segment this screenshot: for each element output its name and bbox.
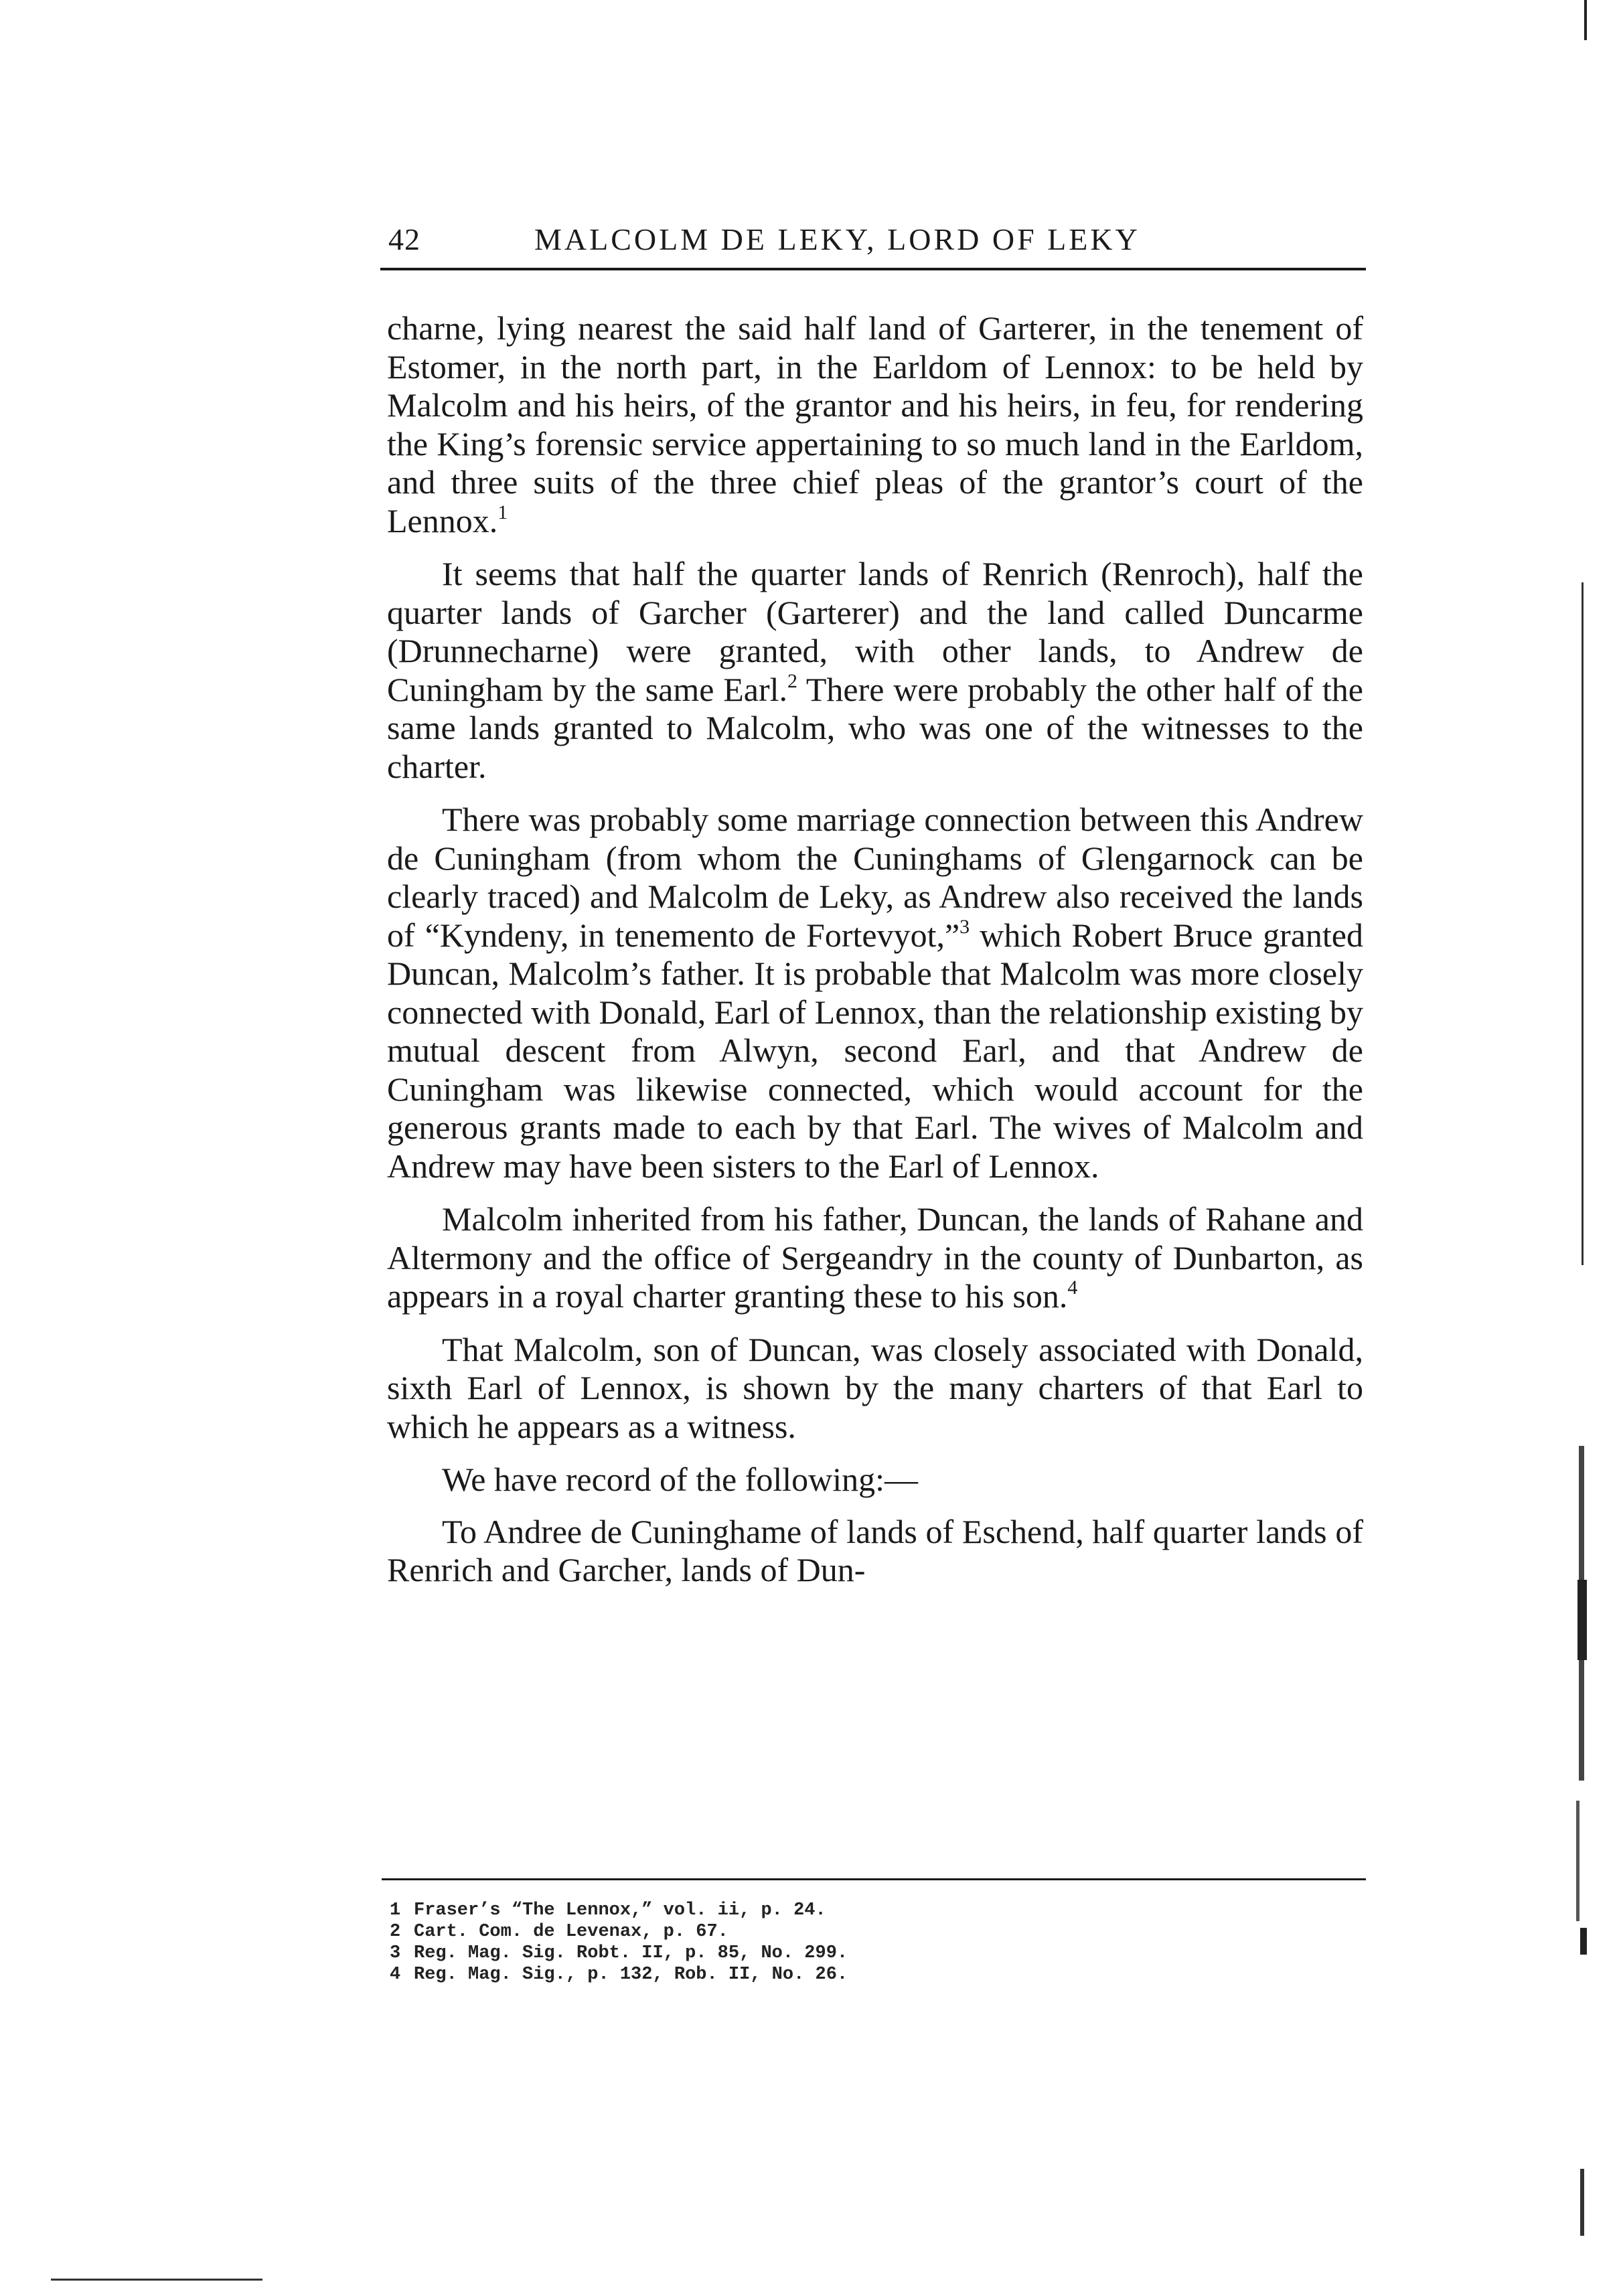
paragraph-5: That Malcolm, son of Duncan, was closely associated with Donald, sixth Earl of Lennox, is shown by the many charters of that Earl to which he appears as a witness. <box>387 1330 1363 1445</box>
paragraph-2: It seems that half the quarter lands of Renrich (Renroch), half the quarter lands of Garcher (Garterer) and the land called Duncarme (Drunnecharne) were granted, with other lands, to Andrew de Cuningham by the same Earl.$^2$ There were probably the other half of the same lands granted to Malcolm, who was one of the witnesses to the charter. <box>387 555 1363 785</box>
scan-edge-artifacts <box>1539 0 1619 2296</box>
paragraph-3: There was probably some marriage connection between this Andrew de Cuningham (from whom the Cuninghams of Glengarnock can be clearly traced) and Malcolm de Leky, as Andrew also received the lands of “Kyndeny, in tenemento de Fortevyot,”$^3$ which Robert Bruce granted Duncan, Malcolm’s father. It is probable that Malcolm was more closely connected with Donald, Earl of Lennox, than the relationship existing by mutual descent from Alwyn, second Earl, and that Andrew de Cuningham was likewise connected, which would account for the generous grants made to each by that Earl. The wives of Malcolm and Andrew may have been sisters to the Earl of Lennox. <box>387 801 1364 1185</box>
edge-mark <box>1580 2169 1584 2236</box>
footnote-2: 2 Cart. Com. de Levenax, p. 67. <box>390 1922 728 1942</box>
footnote-ref-1: 1 <box>497 501 508 523</box>
page-number: 42 <box>388 222 420 256</box>
edge-mark <box>1577 1580 1587 1660</box>
paragraph-7: To Andree de Cuninghame of lands of Eschend, half quarter lands of Renrich and Garcher, lands of Dun- <box>387 1512 1363 1588</box>
paragraph-6: We have record of the following:— <box>442 1461 919 1498</box>
running-head: MALCOLM DE LEKY, LORD OF LEKY <box>534 222 1140 256</box>
edge-mark <box>1582 582 1584 1265</box>
paragraph-1: charne, lying nearest the said half land of Garterer, in the tenement of Estomer, in the north part, in the Earldom of Lennox: to be held by Malcolm and his heirs, of the grantor and his heirs, in feu, for rendering the King’s forensic service appertaining to so much land in the Earldom, and three suits of the three chief pleas of the grantor’s court of the Lennox.$^1$ <box>387 309 1363 540</box>
body-text <box>387 309 1363 1605</box>
footnote-4: 4 Reg. Mag. Sig., p. 132, Rob. II, No. 26. <box>390 1965 848 1985</box>
edge-mark <box>1576 1801 1579 1921</box>
edge-mark <box>1584 0 1587 40</box>
footnote-3: 3 Reg. Mag. Sig. Robt. II, p. 85, No. 299. <box>390 1943 848 1963</box>
paragraph-4: Malcolm inherited from his father, Duncan, the lands of Rahane and Altermony and the office of Sergeandry in the county of Dunbarton, as appears in a royal charter granting these to his son.$^4$ <box>387 1200 1363 1315</box>
edge-mark <box>1580 1928 1587 1955</box>
footnote-ref-2: 2 <box>787 669 797 692</box>
footnotes <box>390 1900 1327 1985</box>
header-rule <box>380 268 1366 270</box>
footnote-ref-3: 3 <box>959 915 970 938</box>
footnote-ref-4: 4 <box>1067 1277 1078 1299</box>
bottom-edge-line <box>51 2279 262 2281</box>
footnote-rule <box>382 1878 1366 1880</box>
page-header <box>388 213 1366 266</box>
footnote-1: 1 Fraser’s “The Lennox,” vol. ii, p. 24. <box>390 1900 826 1920</box>
